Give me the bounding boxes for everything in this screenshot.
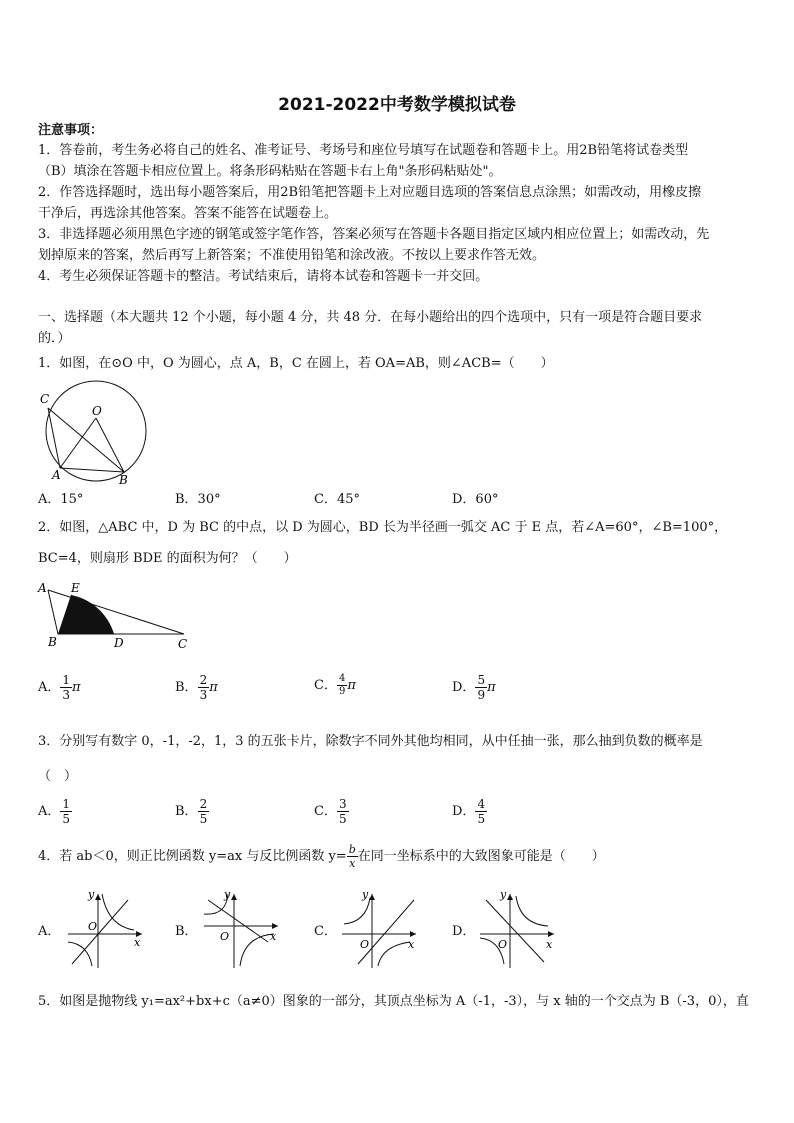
section-heading: 一、选择题（本大题共 12 个小题，每小题 4 分，共 48 分．在每小题给出的四个选项中，只有一项是符合题目要求 xyxy=(38,310,703,325)
q1-label-c: C xyxy=(40,392,50,406)
q1-option-c[interactable]: C．45° xyxy=(314,492,360,507)
svg-text:O: O xyxy=(360,938,370,951)
q4-option-a[interactable]: A． xyxy=(38,924,61,939)
question-3-stem-cont: （ ） xyxy=(38,769,78,784)
svg-text:O: O xyxy=(88,920,98,933)
q2-label-c: C xyxy=(178,637,188,651)
svg-text:x: x xyxy=(270,930,277,943)
q2-option-d[interactable]: D． $\frac{5}{9}$ π xyxy=(452,673,496,702)
notice-line: 3．非选择题必须用黑色字迹的钢笔或签字笔作答，答案必须写在答题卡各题目指定区域内相应位置上；如需改动，先 xyxy=(38,227,710,242)
q2-label-d: D xyxy=(114,636,124,650)
svg-text:y: y xyxy=(224,888,231,901)
q4-option-c[interactable]: C． xyxy=(314,924,337,939)
q2-option-c-letter: C． xyxy=(314,678,337,693)
q1-label-o: O xyxy=(92,404,102,418)
q2-label-b: B xyxy=(48,635,57,649)
q4-stem-post: 在同一坐标系中的大致图象可能是（ ） xyxy=(357,849,605,864)
q2-option-a-fraction: $\frac{1}{3}$ xyxy=(62,673,71,702)
q2-option-a-letter: A． xyxy=(38,680,61,695)
q1-label-a: A xyxy=(52,468,61,482)
q1-option-d[interactable]: D．60° xyxy=(452,492,499,507)
q2-label-a: A xyxy=(38,581,47,595)
q1-circle-figure xyxy=(38,378,156,486)
svg-text:y: y xyxy=(500,888,507,901)
notice-line: （B）填涂在答题卡相应位置上。将条形码粘贴在答题卡右上角"条形码粘贴处"。 xyxy=(38,164,502,179)
svg-text:x: x xyxy=(408,938,415,951)
q2-option-b-fraction: $\frac{2}{3}$ xyxy=(199,673,208,702)
q3-option-a[interactable]: A． $\frac{1}{5}$ xyxy=(38,797,71,826)
q1-option-a[interactable]: A．15° xyxy=(38,492,84,507)
q2-option-d-fraction: $\frac{5}{9}$ xyxy=(477,673,486,702)
q2-option-c-fraction: $\frac{4}{9}$ xyxy=(338,673,346,697)
q1-option-b[interactable]: B．30° xyxy=(175,492,221,507)
notice-line: 1．答卷前，考生务必将自己的姓名、准考证号、考场号和座位号填写在试题卷和答题卡上。用2B铅笔将试卷类型 xyxy=(38,143,689,158)
svg-text:O: O xyxy=(220,930,230,943)
question-5-stem: 5．如图是抛物线 y₁=ax²+bx+c（a≠0）图象的一部分，其顶点坐标为 A（-1，-3），与 x 轴的一个交点为 B（-3，0），直 xyxy=(38,994,749,1009)
notice-line: 干净后，再选涂其他答案。答案不能答在试题卷上。 xyxy=(38,206,338,221)
q4-stem-pre: 4．若 ab＜0，则正比例函数 y=ax 与反比例函数 y= xyxy=(38,849,347,864)
svg-text:x: x xyxy=(546,938,553,951)
q3-option-d[interactable]: D． $\frac{4}{5}$ xyxy=(452,797,486,826)
question-1-stem: 1．如图，在⊙O 中，O 为圆心，点 A，B，C 在圆上，若 OA=AB，则∠ACB=（ ） xyxy=(38,356,554,371)
question-2-stem-cont: BC=4，则扇形 BDE 的面积为何？（ ） xyxy=(38,551,297,566)
q4-graph-c xyxy=(336,886,426,972)
q2-option-b-letter: B． xyxy=(175,680,198,695)
q2-option-c[interactable]: C． $\frac{4}{9}$ π xyxy=(314,673,356,697)
exam-title: 2021-2022中考数学模拟试卷 xyxy=(278,95,516,115)
notice-line: 4．考生必须保证答题卡的整洁。考试结束后，请将本试卷和答题卡一并交回。 xyxy=(38,269,489,284)
q3-option-c[interactable]: C． $\frac{3}{5}$ xyxy=(314,797,347,826)
q3-option-b[interactable]: B． $\frac{2}{5}$ xyxy=(175,797,208,826)
q4-option-d[interactable]: D． xyxy=(452,924,476,939)
q4-graph-d xyxy=(474,886,564,972)
svg-text:y: y xyxy=(88,888,95,901)
q4-option-b[interactable]: B． xyxy=(175,924,198,939)
notice-line: 2．作答选择题时，选出每小题答案后，用2B铅笔把答题卡上对应题目选项的答案信息点涂黑；如需改动，用橡皮擦 xyxy=(38,185,702,200)
q1-label-b: B xyxy=(119,473,128,486)
question-2-stem: 2．如图，△ABC 中，D 为 BC 的中点，以 D 为圆心，BD 长为半径画一弧交 AC 于 E 点，若∠A=60°，∠B=100°， xyxy=(38,520,728,535)
q2-option-d-letter: D． xyxy=(452,680,476,695)
q4-stem-fraction: $\frac{b}{x}$ xyxy=(348,843,356,870)
notice-line: 划掉原来的答案，然后再写上新答案；不准使用铅笔和涂改液。不按以上要求作答无效。 xyxy=(38,248,546,263)
q2-option-b[interactable]: B． $\frac{2}{3}$ π xyxy=(175,673,218,702)
svg-text:O: O xyxy=(498,938,508,951)
svg-text:x: x xyxy=(134,936,141,949)
notice-heading: 注意事项： xyxy=(38,123,104,138)
svg-text:y: y xyxy=(362,888,369,901)
q4-graph-a xyxy=(62,886,152,972)
q4-graph-b xyxy=(198,886,288,972)
q2-option-a[interactable]: A． $\frac{1}{3}$ π xyxy=(38,673,81,702)
question-3-stem: 3．分别写有数字 0，-1，-2，1，3 的五张卡片，除数字不同外其他均相同，从中任抽一张，那么抽到负数的概率是 xyxy=(38,734,703,749)
section-heading-cont: 的．） xyxy=(38,331,71,346)
question-4-stem xyxy=(38,843,605,871)
q2-triangle-figure xyxy=(36,580,196,652)
q2-label-e: E xyxy=(71,581,80,595)
